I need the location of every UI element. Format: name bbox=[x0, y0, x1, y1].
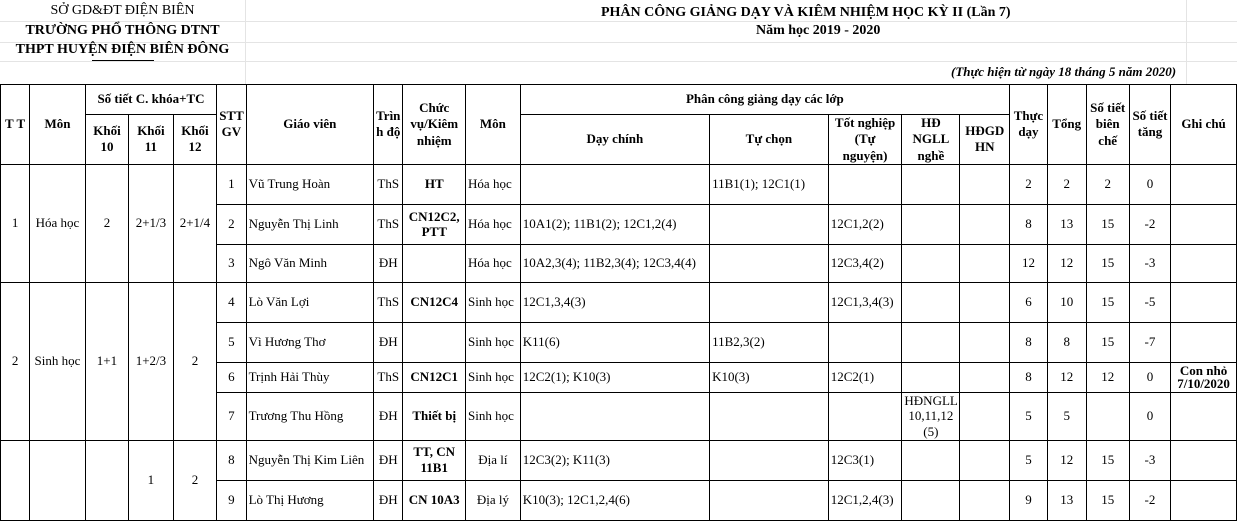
cell-total: 12 bbox=[1047, 244, 1086, 282]
group-grade-11: 2+1/3 bbox=[129, 164, 174, 282]
cell-stt: 6 bbox=[217, 362, 246, 392]
cell-notes bbox=[1171, 204, 1237, 244]
col-lesson-count: Số tiết C. khóa+TC bbox=[85, 85, 216, 115]
cell-notes bbox=[1171, 244, 1237, 282]
cell-graduation: 12C1,2,4(3) bbox=[828, 480, 902, 520]
cell-elective: 11B2,3(2) bbox=[710, 322, 829, 362]
col-assignment: Phân công giảng dạy các lớp bbox=[520, 85, 1009, 115]
cell-career-guidance bbox=[960, 440, 1010, 480]
cell-career-guidance bbox=[960, 392, 1010, 440]
cell-total: 10 bbox=[1047, 282, 1086, 322]
cell-total: 13 bbox=[1047, 480, 1086, 520]
group-grade-10 bbox=[85, 440, 128, 520]
table-row bbox=[1, 164, 1237, 204]
cell-quota: 2 bbox=[1086, 164, 1129, 204]
cell-graduation: 12C3(1) bbox=[828, 440, 902, 480]
cell-degree: ĐH bbox=[374, 480, 403, 520]
col-increase: Số tiết tăng bbox=[1129, 85, 1170, 165]
col-quota: Số tiết biên chế bbox=[1086, 85, 1129, 165]
document-title: PHÂN CÔNG GIẢNG DẠY VÀ KIÊM NHIỆM HỌC KỲ II (Lần 7) bbox=[601, 5, 1011, 20]
cell-main-teaching: 12C2(1); K10(3) bbox=[520, 362, 709, 392]
cell-main-teaching: K10(3); 12C1,2,4(6) bbox=[520, 480, 709, 520]
cell-career-guidance bbox=[960, 322, 1010, 362]
cell-main-teaching: K11(6) bbox=[520, 322, 709, 362]
cell-main-teaching bbox=[520, 392, 709, 440]
cell-teacher: Trịnh Hải Thùy bbox=[246, 362, 374, 392]
cell-quota: 15 bbox=[1086, 204, 1129, 244]
cell-position: Thiết bị bbox=[403, 392, 466, 440]
cell-increase: -7 bbox=[1129, 322, 1170, 362]
cell-notes bbox=[1171, 164, 1237, 204]
cell-teacher: Lò Văn Lợi bbox=[246, 282, 374, 322]
table-row bbox=[1, 440, 1237, 480]
cell-position bbox=[403, 322, 466, 362]
cell-subject: Sinh học bbox=[466, 392, 521, 440]
cell-subject: Địa lí bbox=[466, 440, 521, 480]
cell-actual: 5 bbox=[1010, 392, 1048, 440]
col-teacher: Giáo viên bbox=[246, 85, 374, 165]
cell-stt: 3 bbox=[217, 244, 246, 282]
cell-teacher: Nguyễn Thị Kim Liên bbox=[246, 440, 374, 480]
group-subject: Sinh học bbox=[30, 282, 86, 440]
cell-actual: 9 bbox=[1010, 480, 1048, 520]
col-graduation: Tốt nghiệp (Tự nguyện) bbox=[828, 115, 902, 165]
col-grade-10: Khối 10 bbox=[85, 115, 128, 165]
cell-degree: ĐH bbox=[374, 392, 403, 440]
cell-career-guidance bbox=[960, 480, 1010, 520]
cell-extracurricular bbox=[902, 480, 960, 520]
cell-degree: ThS bbox=[374, 204, 403, 244]
cell-position: HT bbox=[403, 164, 466, 204]
cell-graduation bbox=[828, 164, 902, 204]
cell-elective bbox=[710, 440, 829, 480]
col-career-guidance: HĐGD HN bbox=[960, 115, 1010, 165]
cell-total: 2 bbox=[1047, 164, 1086, 204]
header-underline bbox=[92, 60, 154, 61]
cell-graduation bbox=[828, 322, 902, 362]
col-degree: Trìn h độ bbox=[374, 85, 403, 165]
cell-position: CN 10A3 bbox=[403, 480, 466, 520]
cell-actual: 6 bbox=[1010, 282, 1048, 322]
cell-increase: 0 bbox=[1129, 392, 1170, 440]
cell-elective: 11B1(1); 12C1(1) bbox=[710, 164, 829, 204]
cell-degree: ThS bbox=[374, 164, 403, 204]
cell-extracurricular bbox=[902, 204, 960, 244]
cell-notes bbox=[1171, 392, 1237, 440]
cell-actual: 8 bbox=[1010, 362, 1048, 392]
cell-teacher: Trương Thu Hồng bbox=[246, 392, 374, 440]
cell-increase: -5 bbox=[1129, 282, 1170, 322]
col-total: Tổng bbox=[1047, 85, 1086, 165]
cell-subject: Sinh học bbox=[466, 282, 521, 322]
cell-notes: Con nhỏ 7/10/2020 bbox=[1171, 362, 1237, 392]
cell-career-guidance bbox=[960, 282, 1010, 322]
cell-quota: 15 bbox=[1086, 282, 1129, 322]
group-tt bbox=[1, 440, 30, 520]
cell-quota: 15 bbox=[1086, 322, 1129, 362]
cell-graduation: 12C3,4(2) bbox=[828, 244, 902, 282]
cell-elective bbox=[710, 244, 829, 282]
cell-elective: K10(3) bbox=[710, 362, 829, 392]
cell-subject: Sinh học bbox=[466, 322, 521, 362]
cell-teacher: Ngô Văn Minh bbox=[246, 244, 374, 282]
effective-date: (Thực hiện từ ngày 18 tháng 5 năm 2020) bbox=[951, 64, 1177, 79]
assignment-table bbox=[0, 84, 1237, 521]
cell-position: CN12C2, PTT bbox=[403, 204, 466, 244]
cell-subject: Hóa học bbox=[466, 204, 521, 244]
cell-increase: 0 bbox=[1129, 164, 1170, 204]
cell-position: CN12C1 bbox=[403, 362, 466, 392]
cell-elective bbox=[710, 392, 829, 440]
department-name: SỞ GD&ĐT ĐIỆN BIÊN bbox=[50, 3, 195, 18]
cell-elective bbox=[710, 282, 829, 322]
cell-quota: 15 bbox=[1086, 244, 1129, 282]
group-grade-12: 2+1/4 bbox=[173, 164, 217, 282]
cell-degree: ĐH bbox=[374, 244, 403, 282]
cell-actual: 5 bbox=[1010, 440, 1048, 480]
cell-stt: 4 bbox=[217, 282, 246, 322]
cell-teacher: Vũ Trung Hoàn bbox=[246, 164, 374, 204]
cell-career-guidance bbox=[960, 204, 1010, 244]
col-position: Chức vụ/Kiêm nhiệm bbox=[403, 85, 466, 165]
cell-extracurricular: HĐNGLL 10,11,12 (5) bbox=[902, 392, 960, 440]
cell-total: 5 bbox=[1047, 392, 1086, 440]
cell-main-teaching: 10A1(2); 11B1(2); 12C1,2(4) bbox=[520, 204, 709, 244]
cell-extracurricular bbox=[902, 164, 960, 204]
cell-subject: Hóa học bbox=[466, 244, 521, 282]
cell-actual: 12 bbox=[1010, 244, 1048, 282]
cell-notes bbox=[1171, 282, 1237, 322]
cell-increase: -2 bbox=[1129, 204, 1170, 244]
cell-increase: -2 bbox=[1129, 480, 1170, 520]
col-stt-gv: STT GV bbox=[217, 85, 246, 165]
group-tt: 1 bbox=[1, 164, 30, 282]
group-grade-11: 1+2/3 bbox=[129, 282, 174, 440]
group-subject: Hóa học bbox=[30, 164, 86, 282]
cell-increase: -3 bbox=[1129, 440, 1170, 480]
cell-position: TT, CN 11B1 bbox=[403, 440, 466, 480]
col-subject-2: Môn bbox=[466, 85, 521, 165]
cell-graduation: 12C1,3,4(3) bbox=[828, 282, 902, 322]
cell-quota: 15 bbox=[1086, 440, 1129, 480]
group-grade-12: 2 bbox=[173, 440, 217, 520]
col-grade-11: Khối 11 bbox=[129, 115, 174, 165]
cell-extracurricular bbox=[902, 244, 960, 282]
cell-elective bbox=[710, 204, 829, 244]
col-notes: Ghi chú bbox=[1171, 85, 1237, 165]
cell-total: 12 bbox=[1047, 362, 1086, 392]
cell-degree: ĐH bbox=[374, 322, 403, 362]
cell-notes bbox=[1171, 322, 1237, 362]
cell-actual: 8 bbox=[1010, 204, 1048, 244]
cell-extracurricular bbox=[902, 362, 960, 392]
cell-career-guidance bbox=[960, 244, 1010, 282]
col-main-teaching: Dạy chính bbox=[520, 115, 709, 165]
cell-main-teaching: 12C1,3,4(3) bbox=[520, 282, 709, 322]
group-subject bbox=[30, 440, 86, 520]
cell-quota: 12 bbox=[1086, 362, 1129, 392]
group-grade-10: 2 bbox=[85, 164, 128, 282]
group-tt: 2 bbox=[1, 282, 30, 440]
cell-degree: ThS bbox=[374, 362, 403, 392]
cell-increase: -3 bbox=[1129, 244, 1170, 282]
cell-subject: Hóa học bbox=[466, 164, 521, 204]
col-subject: Môn bbox=[30, 85, 86, 165]
cell-notes bbox=[1171, 440, 1237, 480]
cell-career-guidance bbox=[960, 362, 1010, 392]
group-grade-11: 1 bbox=[129, 440, 174, 520]
cell-stt: 2 bbox=[217, 204, 246, 244]
col-elective: Tự chọn bbox=[710, 115, 829, 165]
cell-stt: 5 bbox=[217, 322, 246, 362]
col-actual: Thực dạy bbox=[1010, 85, 1048, 165]
cell-stt: 1 bbox=[217, 164, 246, 204]
cell-elective bbox=[710, 480, 829, 520]
cell-increase: 0 bbox=[1129, 362, 1170, 392]
cell-subject: Địa lý bbox=[466, 480, 521, 520]
cell-degree: ĐH bbox=[374, 440, 403, 480]
group-grade-10: 1+1 bbox=[85, 282, 128, 440]
col-extracurricular: HĐ NGLL nghề bbox=[902, 115, 960, 165]
cell-graduation bbox=[828, 392, 902, 440]
cell-total: 13 bbox=[1047, 204, 1086, 244]
cell-teacher: Vì Hương Thơ bbox=[246, 322, 374, 362]
cell-teacher: Lò Thị Hương bbox=[246, 480, 374, 520]
cell-career-guidance bbox=[960, 164, 1010, 204]
school-name-line1: TRƯỜNG PHỔ THÔNG DTNT bbox=[25, 23, 220, 38]
cell-main-teaching: 10A2,3(4); 11B2,3(4); 12C3,4(4) bbox=[520, 244, 709, 282]
cell-position bbox=[403, 244, 466, 282]
school-year: Năm học 2019 - 2020 bbox=[756, 23, 881, 38]
cell-graduation: 12C1,2(2) bbox=[828, 204, 902, 244]
cell-graduation: 12C2(1) bbox=[828, 362, 902, 392]
cell-total: 8 bbox=[1047, 322, 1086, 362]
col-tt: T T bbox=[1, 85, 30, 165]
cell-stt: 7 bbox=[217, 392, 246, 440]
cell-stt: 9 bbox=[217, 480, 246, 520]
cell-quota: 15 bbox=[1086, 480, 1129, 520]
group-grade-12: 2 bbox=[173, 282, 217, 440]
cell-main-teaching: 12C3(2); K11(3) bbox=[520, 440, 709, 480]
cell-extracurricular bbox=[902, 322, 960, 362]
header-row-1 bbox=[1, 85, 1237, 115]
cell-actual: 2 bbox=[1010, 164, 1048, 204]
cell-total: 12 bbox=[1047, 440, 1086, 480]
cell-stt: 8 bbox=[217, 440, 246, 480]
cell-teacher: Nguyễn Thị Linh bbox=[246, 204, 374, 244]
cell-position: CN12C4 bbox=[403, 282, 466, 322]
school-name-line2: THPT HUYỆN ĐIỆN BIÊN ĐÔNG bbox=[15, 42, 230, 57]
cell-actual: 8 bbox=[1010, 322, 1048, 362]
cell-degree: ThS bbox=[374, 282, 403, 322]
cell-quota bbox=[1086, 392, 1129, 440]
cell-extracurricular bbox=[902, 282, 960, 322]
col-grade-12: Khối 12 bbox=[173, 115, 217, 165]
cell-main-teaching bbox=[520, 164, 709, 204]
cell-extracurricular bbox=[902, 440, 960, 480]
cell-subject: Sinh học bbox=[466, 362, 521, 392]
table-row bbox=[1, 282, 1237, 322]
cell-notes bbox=[1171, 480, 1237, 520]
